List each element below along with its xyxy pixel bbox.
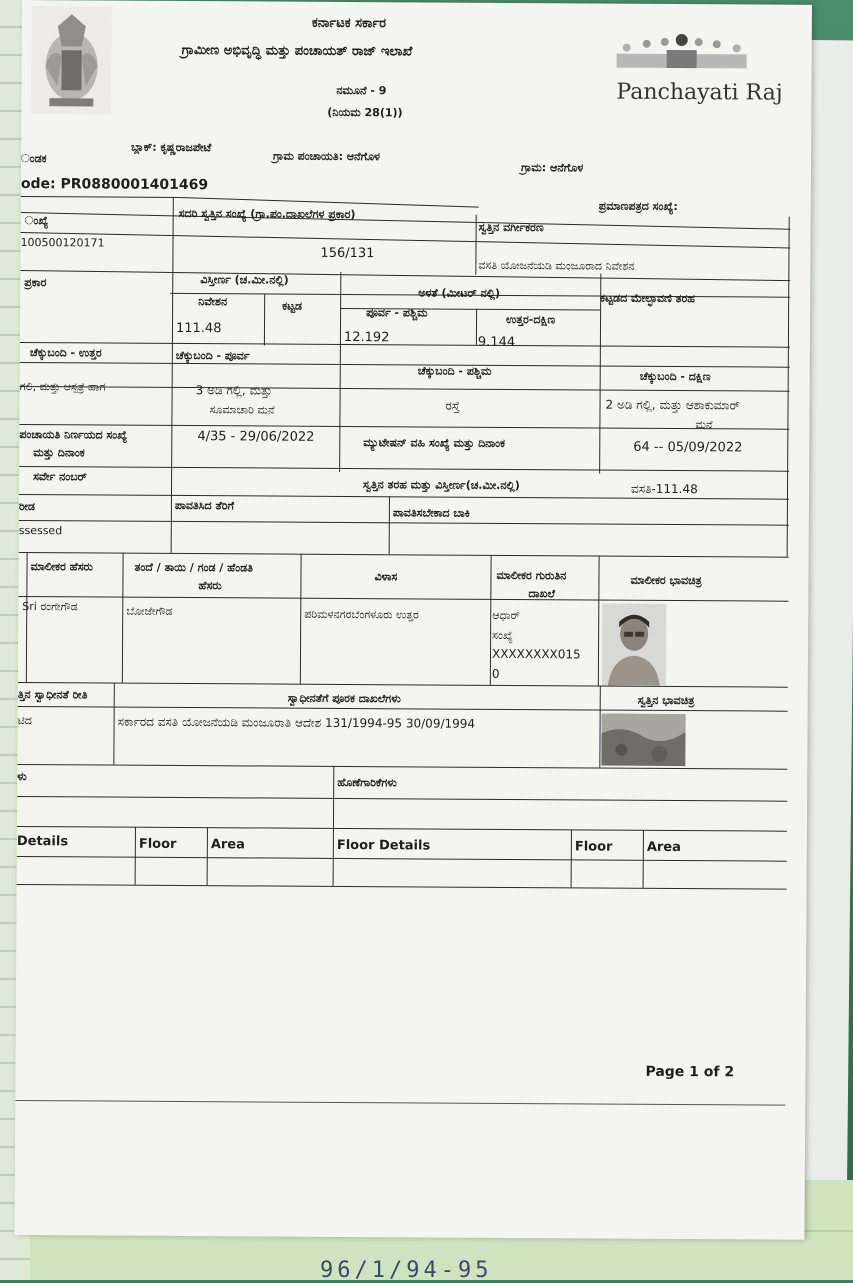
acquisition-method-value: ಟಿದ — [17, 713, 32, 728]
certificate-number-label: ಪ್ರಮಾಣಪತ್ರದ ಸಂಖ್ಯೆ: — [598, 199, 678, 214]
roof-type-label: ಕಟ್ಟಡದ ಮೇಲ್ಛಾವಣಿ ತರಹ — [600, 291, 695, 306]
acquisition-method-label: ತ್ತಿನ ಸ್ವಾಧೀನತೆ ರೀತಿ — [17, 687, 88, 702]
logo-text: Panchayati Raj — [616, 79, 783, 106]
page-number: Page 1 of 2 — [645, 1063, 735, 1081]
taluk: ಬ್ಲಾಕ್: ಕೃಷ್ಣರಾಜಪೇಟೆ — [131, 140, 212, 155]
tax-due-label: ಪಾವತಿಸಬೇಕಾದ ಬಾಕಿ — [392, 506, 471, 520]
south-boundary-label: ಚೆಕ್ಕುಬಂದಿ - ದಕ್ಷಿಣ — [639, 369, 711, 384]
north-south-value: 9.144 — [477, 334, 516, 351]
area-header-2: Area — [646, 839, 681, 856]
site-label: ನಿವೇಶನ — [198, 295, 228, 309]
owner-id-type: ಆಧಾರ್ — [492, 608, 520, 623]
owner-name: Sri ರಂಗೇಗೌಡ — [22, 600, 78, 614]
area-label: ವಿಸ್ತೀರ್ಣ (ಚ.ಮೀ.ನಲ್ಲಿ) — [200, 273, 289, 287]
father-name-header-2: ಹೆಸರು — [198, 579, 222, 593]
people-logo-icon — [607, 32, 757, 73]
district-cut: ಂಡಕ — [20, 151, 47, 166]
address-header: ವಿಳಾಸ — [374, 570, 398, 584]
liabilities-label: ಹೊಣೆಗಾರಿಕೆಗಳು — [337, 775, 397, 790]
owner-id-number-end: 0 — [491, 666, 500, 681]
property-number-label: ಸದರಿ ಸ್ವತ್ತಿನ ಸಂಖ್ಯೆ (ಗ್ರಾ.ಪಂ.ದಾಖಲೆಗಳ ಪ್ರಕಾರ) — [178, 206, 356, 222]
north-boundary-label: ಚೆಕ್ಕುಬಂದಿ - ಉತ್ತರ — [29, 346, 102, 360]
tax-left-label: ರೀಡ — [18, 499, 35, 514]
mutation-label: ಮ್ಯುಟೇಷನ್ ವಹಿ ಸಂಖ್ಯೆ ಮತ್ತು ದಿನಾಂಕ — [363, 436, 506, 450]
father-name-header-1: ತಂದೆ / ತಾಯಿ / ಗಂಡ / ಹೆಂಡತಿ — [134, 560, 253, 575]
east-boundary-value-1: 3 ಅಡಿ ಗಲ್ಲಿ, ಮತ್ತು — [195, 383, 273, 398]
acquisition-docs-label: ಸ್ವಾಧೀನತೆಗೆ ಪೂರಕ ದಾಖಲೆಗಳು — [287, 691, 401, 706]
owner-photo-header: ಮಾಲೀಕರ ಭಾವಚಿತ್ರ — [630, 573, 702, 588]
south-boundary-value-1: 2 ಅಡಿ ಗಲ್ಲಿ, ಮತ್ತು ಆಶಾಕುಮಾರ್ — [605, 397, 740, 413]
owner-address: ಪರಿಮಳನಗರಬೆಂಗಳೂರು ಉತ್ತರ — [304, 607, 419, 622]
property-type-area-label: ಸ್ವತ್ತಿನ ತರಹ ಮತ್ತು ವಿಸ್ತೀರ್ಣ(ಚ.ಮೀ.ನಲ್ಲಿ) — [363, 478, 520, 493]
owner-id-label: ಸಂಖ್ಯೆ — [492, 628, 513, 643]
floor-details-header-1: Details — [16, 833, 69, 850]
classification-value: ವಸತಿ ಯೋಜನೆಯಡಿ ಮಂಜೂರಾದ ನಿವೇಶನ — [478, 258, 635, 273]
west-boundary-label: ಚೆಕ್ಕುಬಂದಿ - ಪಶ್ಚಿಮ — [417, 364, 492, 378]
father-name: ಬೋಜೇಗೌಡ — [126, 604, 173, 618]
survey-number-label: ಸರ್ವೇ ನಂಬರ್ — [33, 470, 87, 484]
east-boundary-label: ಚೆಕ್ಕುಬಂದಿ - ಪೂರ್ವ — [175, 348, 250, 363]
east-west-value: 12.192 — [343, 329, 390, 346]
site-area-value: 111.48 — [175, 320, 222, 337]
area-header-1: Area — [210, 837, 245, 853]
owner-id-header-2: ದಾಖಲೆ — [528, 587, 556, 601]
building-label: ಕಟ್ಟಡ — [282, 299, 303, 313]
north-boundary-value: ಗಲಿ, ಮತ್ತು ಆಸ್ಪತ್ರೆ ಹಾಗ — [19, 379, 106, 394]
measure-label: ಅಳತೆ (ಮೀಟರ್ ನಲ್ಲಿ) — [418, 286, 501, 300]
resolution-value: 4/35 - 29/06/2022 — [197, 429, 315, 445]
id-label: ಂಖ್ಯೆ — [24, 214, 49, 228]
govt-title: ಕರ್ನಾಟಕ ಸರ್ಕಾರ — [311, 15, 387, 32]
owner-id-number: XXXXXXXX015 — [491, 646, 581, 662]
property-photo — [601, 714, 685, 767]
floor-header-2: Floor — [574, 839, 613, 855]
owner-photo — [602, 604, 666, 686]
liabilities-left-label: ಳು — [17, 769, 27, 784]
east-west-label: ಪೂರ್ವ - ಪಶ್ಚಿಮ — [366, 306, 428, 320]
resolution-label-2: ಮತ್ತು ದಿನಾಂಕ — [33, 446, 85, 460]
floor-header-1: Floor — [138, 836, 177, 852]
mutation-value: 64 -- 05/09/2022 — [633, 439, 743, 456]
classification-label: ಸ್ವತ್ತಿನ ವರ್ಗೀಕರಣ — [478, 220, 544, 235]
acquisition-docs-value: ಸರ್ಕಾರದ ವಸತಿ ಯೋಜನೆಯಡಿ ಮಂಜೂರಾತಿ ಆದೇಶ 131/1994-95 30/09/1994 — [117, 714, 476, 731]
property-photo-label: ಸ್ವತ್ತಿನ ಭಾವಚಿತ್ರ — [637, 693, 695, 708]
owner-id-header-1: ಮಾಲೀಕರ ಗುರುತಿನ — [496, 568, 567, 583]
document-page — [14, 0, 812, 1240]
floor-details-header-2: Floor Details — [336, 837, 431, 854]
south-boundary-value-2: ಮನೆ — [695, 418, 713, 432]
owner-name-header: ಮಾಲೀಕರ ಹೆಸರು — [30, 560, 93, 574]
land-photo-icon — [601, 714, 685, 767]
tax-paid-label: ಪಾವತಿಸಿದ ತೆರಿಗೆ — [174, 498, 235, 513]
person-photo-icon — [602, 604, 666, 686]
type-label: ಪ್ರಕಾರ — [24, 276, 47, 290]
assessed-label: ssessed — [18, 523, 63, 538]
gram-panchayat: ಗ್ರಾಮ ಪಂಚಾಯತಿ: ಆನೆಗೊಳ — [273, 149, 381, 164]
property-number-value: 156/131 — [320, 245, 375, 262]
id-value: 100500120171 — [20, 235, 105, 250]
panchayati-raj-logo — [606, 32, 783, 106]
resolution-label-1: ಪಂಚಾಯತಿ ನಿರ್ಣಯದ ಸಂಖ್ಯೆ — [19, 427, 128, 442]
property-code: ode: PR0880001401469 — [20, 175, 209, 194]
east-boundary-value-2: ಸೂಮಾಚಾರಿ ಮನೆ — [209, 403, 275, 417]
dept-title: ಗ್ರಾಮೀಣ ಅಭಿವೃದ್ಧಿ ಮತ್ತು ಪಂಚಾಯತ್ ರಾಜ್ ಇಲಾಖೆ — [181, 42, 413, 60]
form-number: ನಮೂನೆ - 9 — [336, 83, 387, 98]
karnataka-emblem-icon — [31, 6, 112, 114]
rule-number: (ನಿಯಮ 28(1)) — [327, 105, 403, 120]
handwritten-number: 96/1/94-95 — [320, 1258, 493, 1283]
north-south-label: ಉತ್ತರ-ದಕ್ಷಿಣ — [506, 312, 556, 327]
west-boundary-value: ರಸ್ತೆ — [445, 398, 460, 413]
property-type-area-value: ವಸತಿ-111.48 — [630, 481, 698, 497]
village: ಗ್ರಾಮ: ಆನೆಗೊಳ — [520, 161, 584, 175]
